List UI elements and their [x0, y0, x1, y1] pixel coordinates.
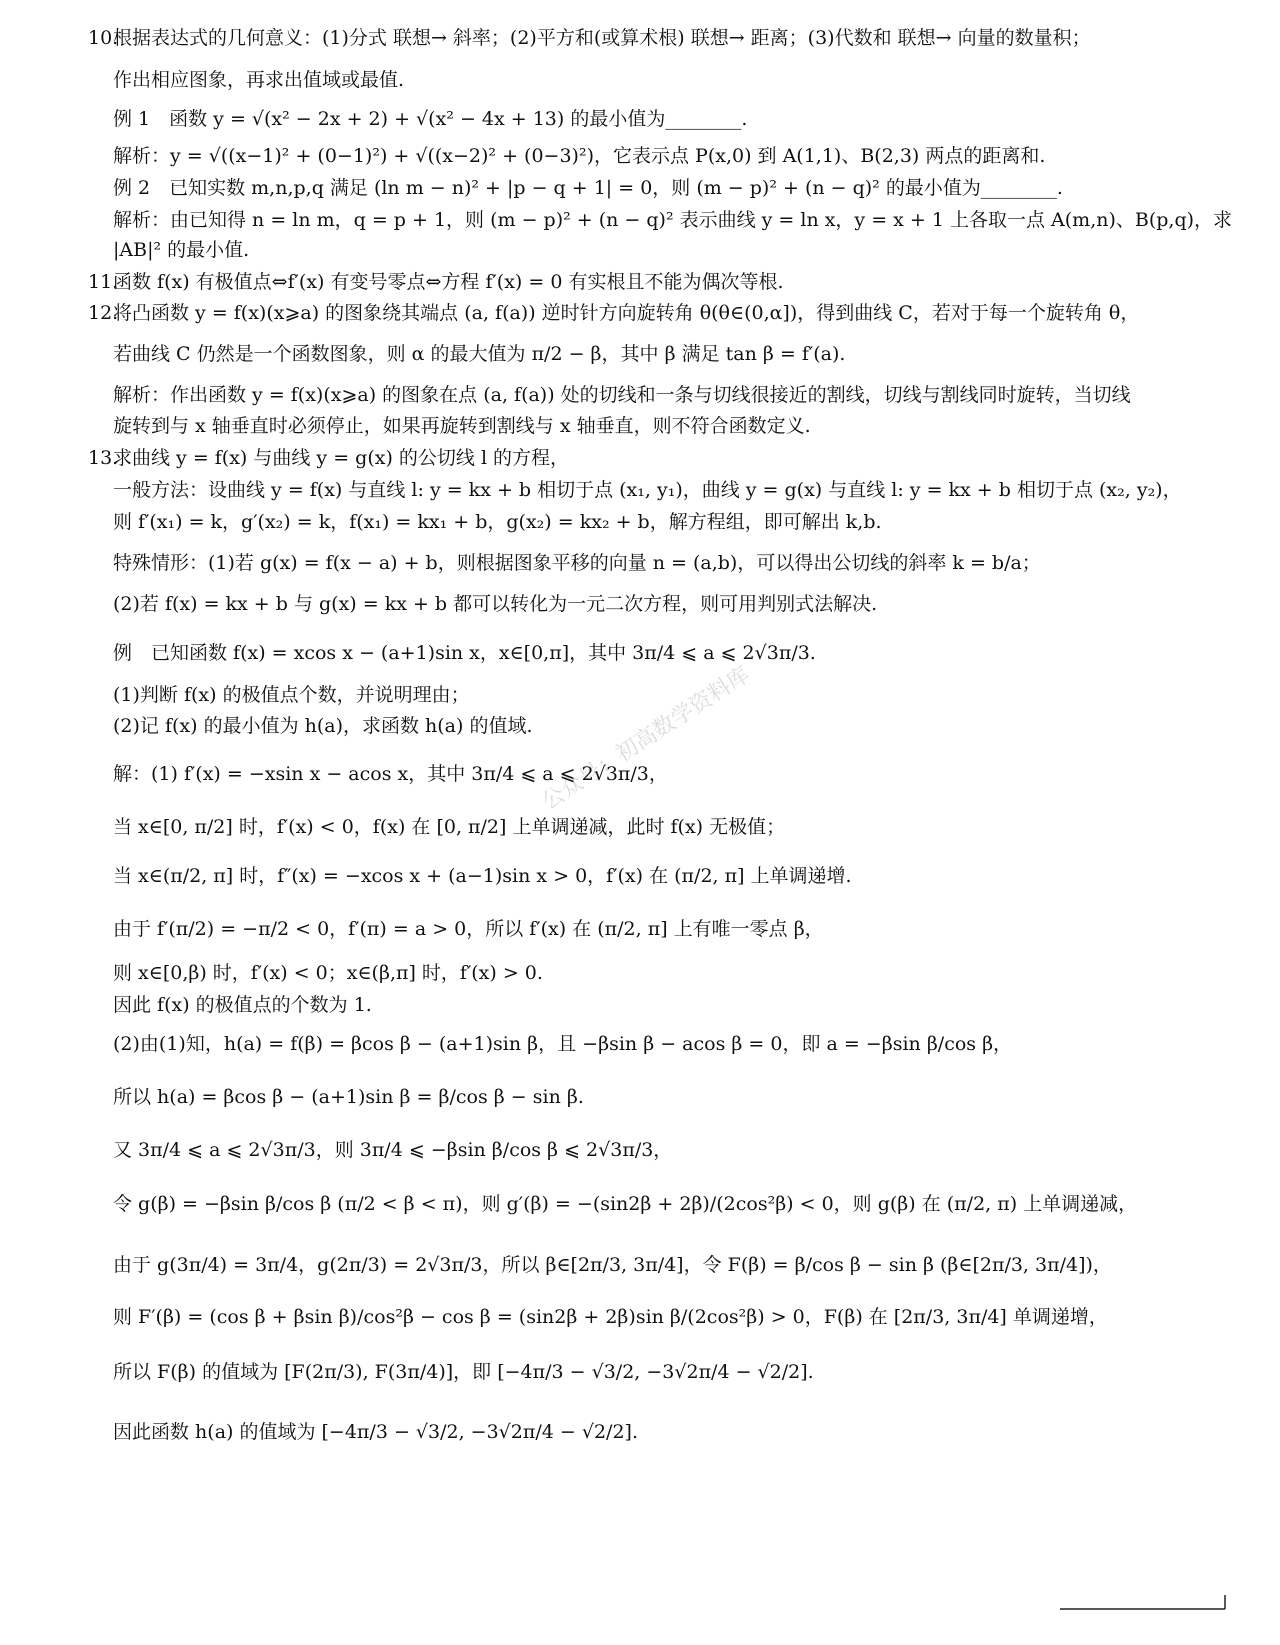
- line-text: 旋转到与 x 轴垂直时必须停止，如果再旋转到割线与 x 轴垂直，则不符合函数定义.: [113, 415, 811, 437]
- line-text: 因此 f(x) 的极值点的个数为 1.: [113, 994, 372, 1016]
- watermark: 公众号：初高数学资料库: [537, 662, 755, 816]
- line-text: 因此函数 h(a) 的值域为 [−4π/3 − √3/2, −3√2π/4 − √2/2].: [113, 1421, 638, 1443]
- line-text: 若曲线 C 仍然是一个函数图象，则 α 的最大值为 π/2 − β，其中 β 满足 tan β = f′(a).: [113, 343, 846, 365]
- line-text: 解析：作出函数 y = f(x)(x⩾a) 的图象在点 (a, f(a)) 处的切线和一条与切线很接近的割线，切线与割线同时旋转，当切线: [113, 384, 1131, 406]
- line-text: 函数 f(x) 有极值点⇔f′(x) 有变号零点⇔方程 f′(x) = 0 有实根且不能为偶次等根.: [113, 271, 784, 293]
- line-text: (1)判断 f(x) 的极值点个数，并说明理由；: [113, 684, 470, 706]
- line-text: 则 f′(x₁) = k，g′(x₂) = k，f(x₁) = kx₁ + b，g(x₂) = kx₂ + b，解方程组，即可解出 k,b.: [113, 511, 882, 533]
- item-number: 13.: [88, 447, 119, 469]
- item-number: 11.: [88, 271, 119, 293]
- line-text: 例 1 函数 y = √(x² − 2x + 2) + √(x² − 4x + 13) 的最小值为________.: [113, 108, 748, 130]
- line-text: 由于 g(3π/4) = 3π/4，g(2π/3) = 2√3π/3，所以 β∈[2π/3, 3π/4]，令 F(β) = β/cos β − sin β (β∈[2π/3, 3π/4])，: [113, 1254, 1112, 1276]
- line-text: 则 F′(β) = (cos β + βsin β)/cos²β − cos β = (sin2β + 2β)sin β/(2cos²β) > 0，F(β) 在 [2π/3, 3π/4] 单调递增，: [113, 1306, 1108, 1328]
- line-text: (2)由(1)知，h(a) = f(β) = βcos β − (a+1)sin β，且 −βsin β − acos β = 0，即 a = −βsin β/cos β，: [113, 1033, 1013, 1055]
- line-text: 一般方法：设曲线 y = f(x) 与直线 l: y = kx + b 相切于点 (x₁, y₁)，曲线 y = g(x) 与直线 l: y = kx + b 相切于点 (x₂, y₂)，: [113, 479, 1182, 501]
- line-text: 令 g(β) = −βsin β/cos β (π/2 < β < π)，则 g′(β) = −(sin2β + 2β)/(2cos²β) < 0，则 g(β) 在 (π/2, π) 上单调递减，: [113, 1193, 1138, 1215]
- line-text: 解：(1) f′(x) = −xsin x − acos x，其中 3π/4 ⩽ a ⩽ 2√3π/3，: [113, 763, 668, 785]
- line-text: 由于 f′(π/2) = −π/2 < 0，f′(π) = a > 0，所以 f′(x) 在 (π/2, π] 上有唯一零点 β，: [113, 918, 824, 940]
- line-text: 所以 h(a) = βcos β − (a+1)sin β = β/cos β − sin β.: [113, 1086, 584, 1108]
- line-text: 当 x∈[0, π/2] 时，f′(x) < 0，f(x) 在 [0, π/2] 上单调递减，此时 f(x) 无极值；: [113, 816, 786, 838]
- page-corner-mark: [1060, 1595, 1230, 1615]
- line-text: (2)若 f(x) = kx + b 与 g(x) = kx + b 都可以转化为一元二次方程，则可用判别式法解决.: [113, 593, 878, 615]
- line-text: 所以 F(β) 的值域为 [F(2π/3), F(3π/4)]，即 [−4π/3 − √3/2, −3√2π/4 − √2/2].: [113, 1361, 814, 1383]
- line-text: 当 x∈(π/2, π] 时，f″(x) = −xcos x + (a−1)sin x > 0，f′(x) 在 (π/2, π] 上单调递增.: [113, 865, 852, 887]
- line-text: 将凸函数 y = f(x)(x⩾a) 的图象绕其端点 (a, f(a)) 逆时针方向旋转角 θ(θ∈(0,α])，得到曲线 C，若对于每一个旋转角 θ，: [113, 302, 1140, 324]
- line-text: 特殊情形：(1)若 g(x) = f(x − a) + b，则根据图象平移的向量 n = (a,b)，可以得出公切线的斜率 k = b/a；: [113, 552, 1041, 574]
- line-text: 例 2 已知实数 m,n,p,q 满足 (ln m − n)² + |p − q + 1| = 0，则 (m − p)² + (n − q)² 的最小值为________.: [113, 177, 1063, 199]
- line-text: 解析：y = √((x−1)² + (0−1)²) + √((x−2)² + (0−3)²)，它表示点 P(x,0) 到 A(1,1)、B(2,3) 两点的距离和.: [113, 145, 1046, 167]
- line-text: (2)记 f(x) 的最小值为 h(a)，求函数 h(a) 的值域.: [113, 715, 533, 737]
- line-text: 又 3π/4 ⩽ a ⩽ 2√3π/3，则 3π/4 ⩽ −βsin β/cos β ⩽ 2√3π/3，: [113, 1139, 673, 1161]
- item-number: 12.: [88, 302, 119, 324]
- line-text: |AB|² 的最小值.: [113, 239, 250, 261]
- line-text: 作出相应图象，再求出值域或最值.: [113, 69, 405, 91]
- line-text: 解析：由已知得 n = ln m，q = p + 1，则 (m − p)² + (n − q)² 表示曲线 y = ln x，y = x + 1 上各取一点 A(m,n)、B(p,q)，求: [113, 209, 1233, 231]
- line-text: 求曲线 y = f(x) 与曲线 y = g(x) 的公切线 l 的方程，: [113, 447, 570, 469]
- line-text: 根据表达式的几何意义：(1)分式 联想→ 斜率；(2)平方和(或算术根) 联想→ 距离；(3)代数和 联想→ 向量的数量积；: [113, 27, 1091, 49]
- item-number: 10.: [88, 27, 119, 49]
- line-text: 则 x∈[0,β) 时，f′(x) < 0；x∈(β,π] 时，f′(x) > 0.: [113, 962, 543, 984]
- line-text: 例 已知函数 f(x) = xcos x − (a+1)sin x，x∈[0,π]，其中 3π/4 ⩽ a ⩽ 2√3π/3.: [113, 642, 816, 664]
